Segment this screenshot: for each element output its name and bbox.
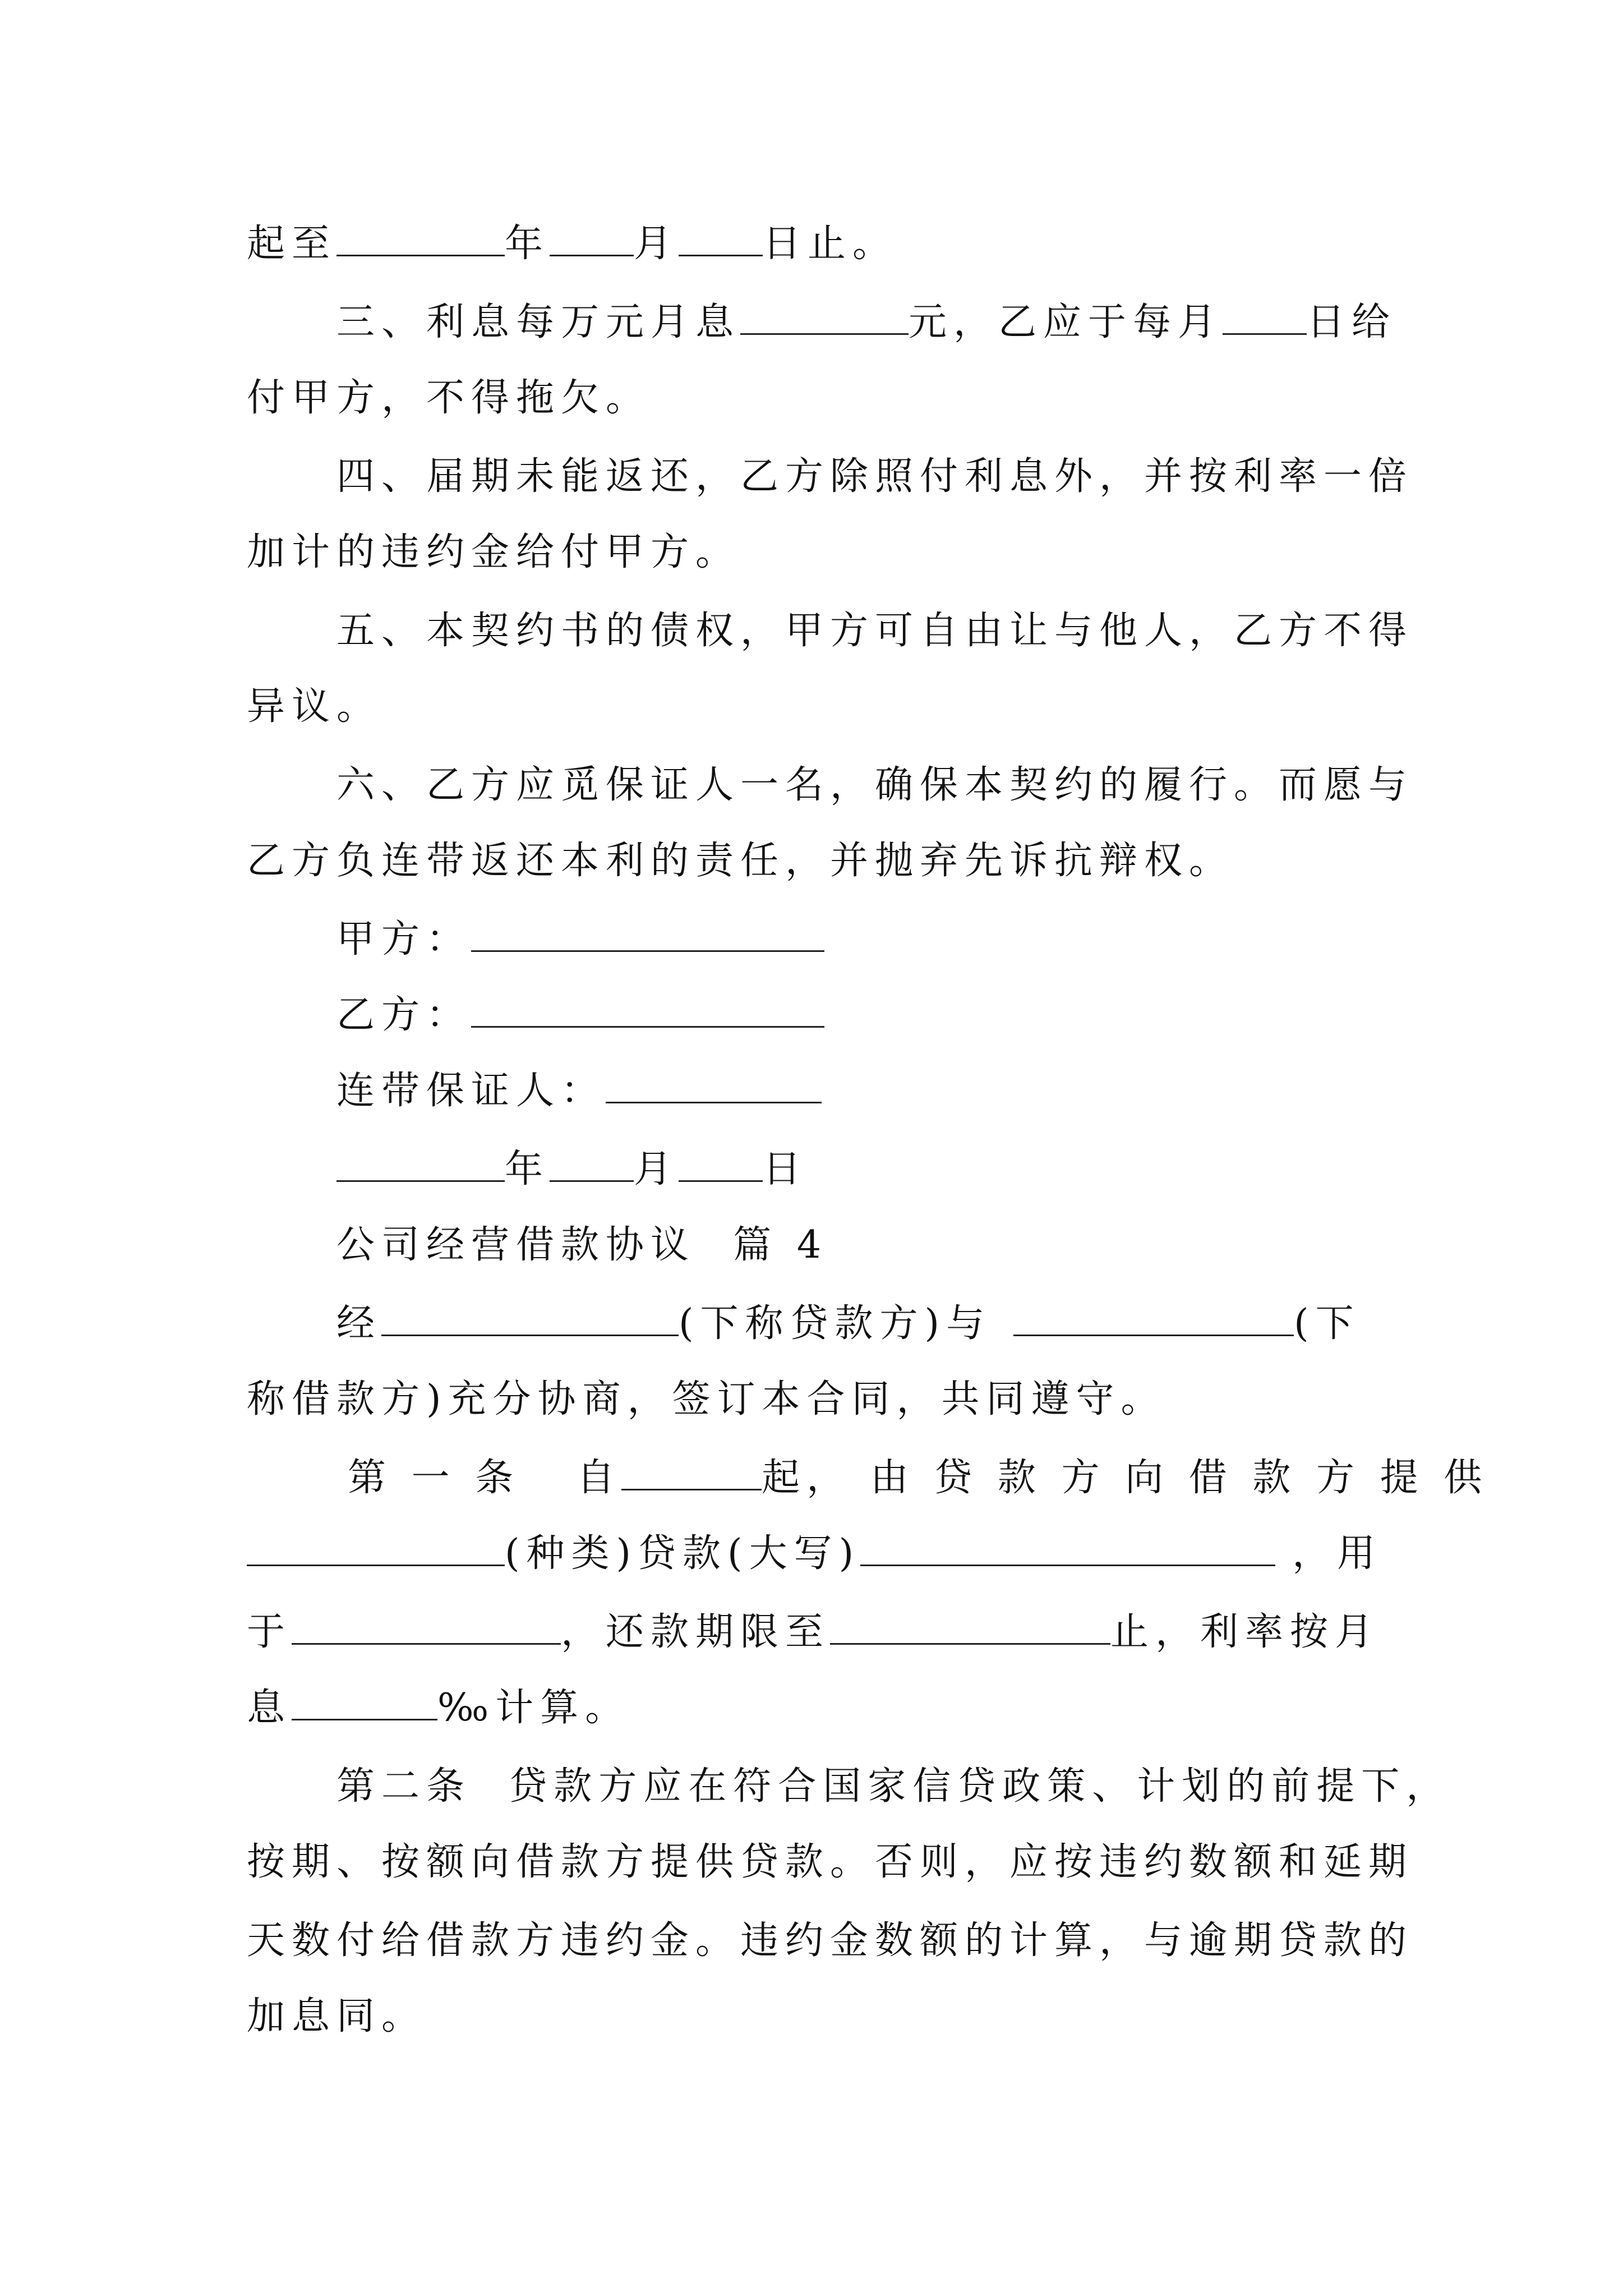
blank-sign-year: [336, 1147, 505, 1182]
party-b-label: 乙方：: [336, 993, 472, 1037]
article-2-line-4: [247, 1989, 426, 2045]
text-segment: 止，利率按月: [1110, 1610, 1380, 1654]
article-2-line-2: [247, 1834, 1413, 1890]
text-segment: (种类)贷款(大写): [505, 1531, 861, 1576]
text-segment: 三、利息每万元月息: [336, 300, 741, 344]
blank-borrower: [1013, 1301, 1294, 1336]
blank-sign-month: [550, 1147, 634, 1182]
blank-interest: [740, 300, 909, 335]
text-segment: 日: [763, 1147, 808, 1191]
heading-text: 公司经营借款协议 篇 4: [336, 1223, 828, 1267]
text-segment: ‰计算。: [437, 1686, 630, 1730]
blank-rate: [292, 1685, 437, 1720]
text-segment: 年: [505, 222, 550, 266]
text-segment: 异议。: [247, 684, 382, 729]
text-segment: 息: [247, 1686, 292, 1730]
text-segment: 加计的违约金给付甲方。: [247, 530, 741, 574]
text-segment: ，用: [1292, 1531, 1382, 1576]
intro-line-1: [336, 1296, 1361, 1352]
party-a-blank: [471, 917, 824, 952]
blank-start-date: [621, 1455, 762, 1490]
blank-lender: [381, 1301, 679, 1336]
text-segment: ，还款期限至: [561, 1610, 831, 1654]
party-a-label: 甲方：: [336, 917, 472, 961]
clause-6-line-2: [247, 833, 1234, 889]
party-a-line: [336, 912, 824, 968]
text-segment: 元，乙应于每月: [909, 300, 1223, 344]
article-2-line-1: [336, 1759, 1451, 1815]
blank-sign-day: [679, 1147, 763, 1182]
article-2-line-3: [247, 1913, 1413, 1969]
blank-repay-date: [830, 1609, 1110, 1645]
clause-4-line-1: [336, 449, 1413, 505]
text-segment: 起至: [247, 222, 337, 266]
blank-month: [550, 221, 634, 256]
article-1-line-4: [247, 1680, 630, 1736]
text-segment: 第二条 贷款方应在符合国家信贷政策、计划的前提下，: [336, 1764, 1451, 1809]
guarantor-blank: [606, 1068, 822, 1103]
clause-6-line-1: [336, 757, 1413, 813]
blank-loan-type: [247, 1531, 505, 1566]
text-segment: (下称贷款方)与: [679, 1301, 992, 1346]
text-segment: 天数付给借款方违约金。违约金数额的计算，与逾期贷款的: [247, 1918, 1414, 1963]
section-heading: [336, 1217, 828, 1273]
article-1-line-2: [247, 1526, 1382, 1582]
intro-line-2: [247, 1372, 1166, 1428]
sign-date-line: [336, 1142, 808, 1198]
text-segment: 五、本契约书的债权，甲方可自由让与他人，乙方不得: [336, 609, 1414, 653]
party-b-line: [336, 987, 824, 1043]
guarantor-label: 连带保证人：: [336, 1069, 606, 1113]
text-segment: 乙方负连带返还本利的责任，并抛弃先诉抗辩权。: [247, 839, 1234, 883]
text-segment: 日止。: [763, 222, 898, 266]
text-segment: 月: [634, 222, 679, 266]
blank-purpose: [292, 1609, 561, 1645]
text-segment: (下: [1294, 1301, 1361, 1346]
clause-5-line-1: [336, 603, 1413, 659]
text-segment: 经: [336, 1301, 382, 1346]
clause-3-line-1: [336, 295, 1396, 351]
clause-3-line-2: [247, 370, 651, 426]
article-1-line-1: [348, 1450, 1488, 1506]
text-segment: 月: [634, 1147, 679, 1191]
blank-year: [336, 221, 505, 256]
text-segment: 付甲方，不得拖欠。: [247, 376, 651, 420]
text-segment: 起， 由 贷 款 方 向 借 款 方 提 供: [762, 1456, 1489, 1500]
party-b-blank: [471, 992, 824, 1028]
clause-5-line-2: [247, 679, 381, 735]
text-segment: 四、届期未能返还，乙方除照付利息外，并按利率一倍: [336, 454, 1414, 499]
blank-pay-day: [1223, 300, 1307, 335]
date-range-line: [247, 216, 897, 272]
clause-4-line-2: [247, 524, 740, 581]
text-segment: 第 一 条 自: [348, 1456, 622, 1500]
text-segment: 年: [505, 1147, 550, 1191]
text-segment: 称借款方)充分协商，签订本合同，共同遵守。: [247, 1377, 1166, 1421]
text-segment: 六、乙方应觅保证人一名，确保本契约的履行。而愿与: [336, 763, 1414, 807]
text-segment: 加息同。: [247, 1994, 427, 2039]
article-1-line-3: [247, 1604, 1380, 1660]
text-segment: 日给: [1307, 300, 1397, 344]
blank-amount: [860, 1531, 1275, 1566]
guarantor-line: [336, 1063, 822, 1119]
text-segment: 于: [247, 1610, 292, 1654]
blank-day: [679, 221, 763, 256]
text-segment: 按期、按额向借款方提供贷款。否则，应按违约数额和延期: [247, 1840, 1414, 1884]
